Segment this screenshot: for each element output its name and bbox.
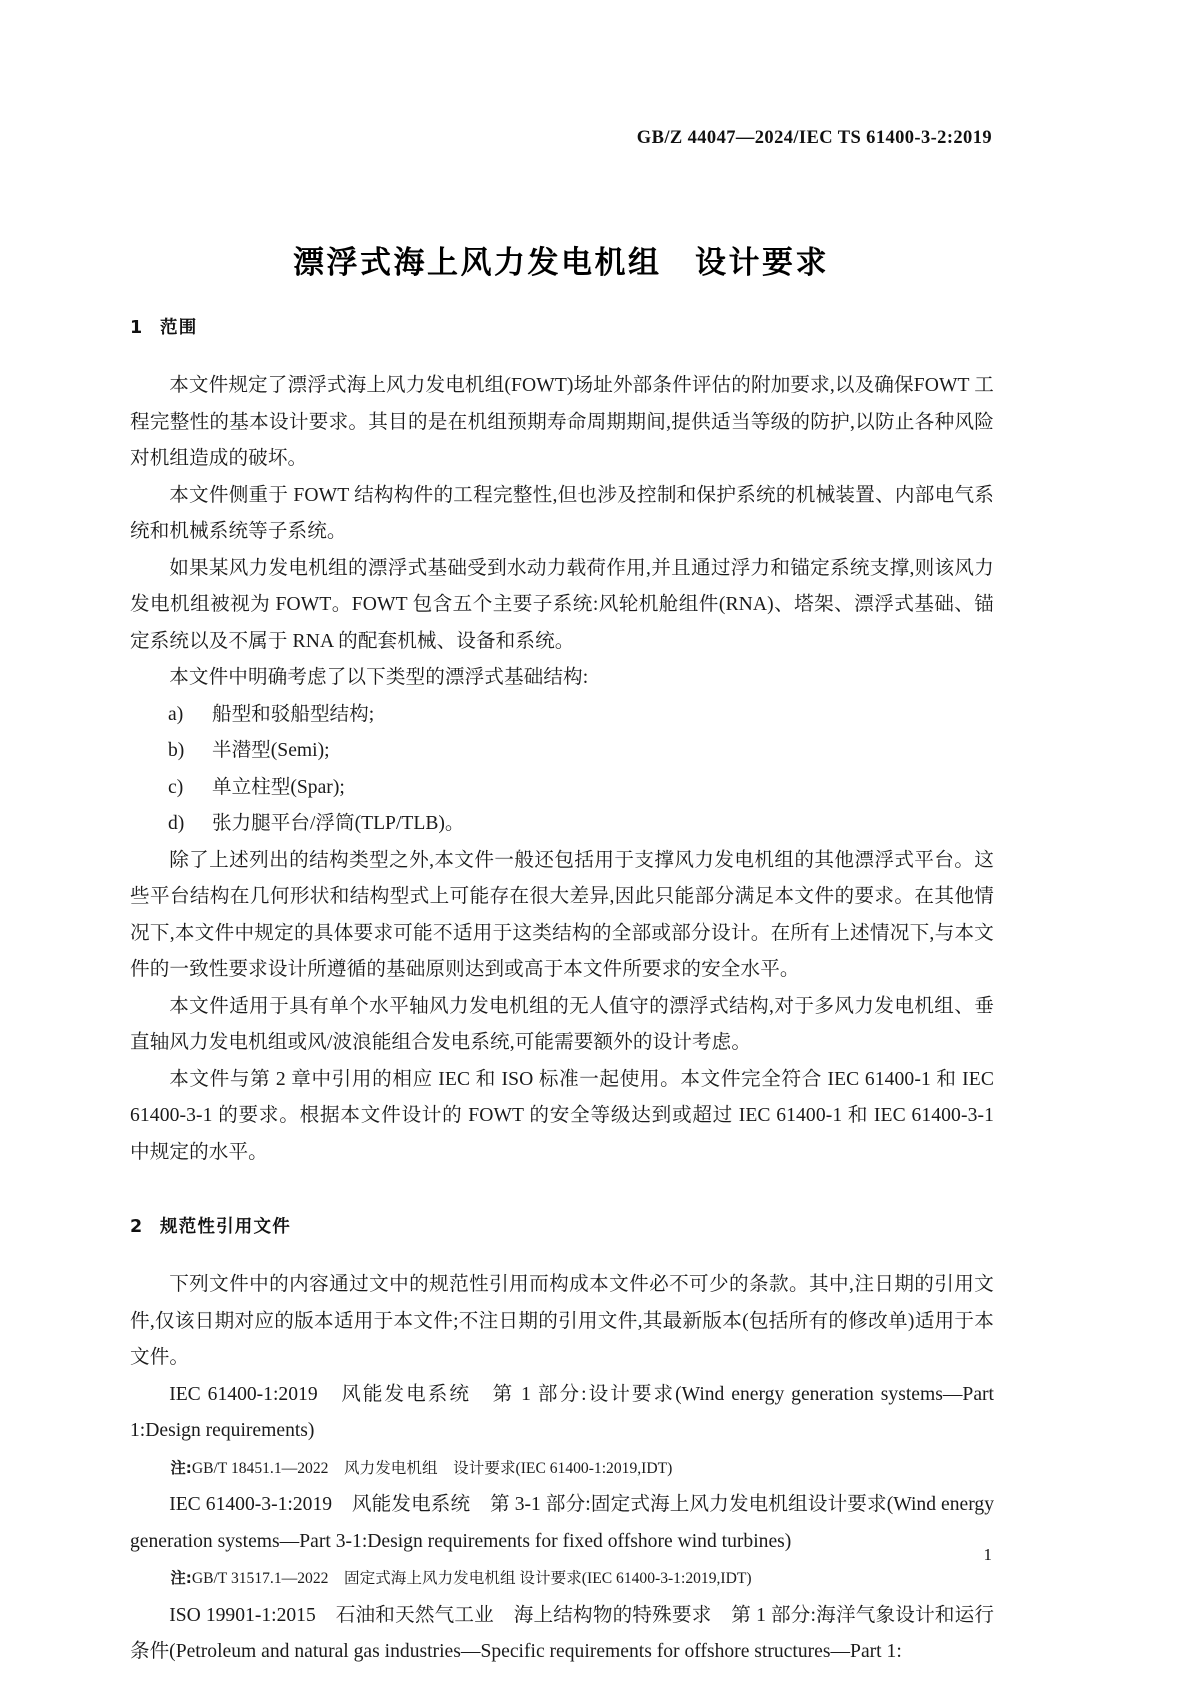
list-foundation-types [130,697,994,843]
list-item-marker: a) [168,703,184,725]
reference-entry: IEC 61400-1:2019 风能发电系统 第 1 部分:设计要求(Wind energy generation systems—Part 1:Design requirements) [130,1383,994,1441]
list-item-marker: d) [168,813,185,834]
paragraph: 本文件中明确考虑了以下类型的漂浮式基础结构: [169,667,589,688]
section-title-1: 范围 [160,318,198,338]
note-text: GB/T 18451.1—2022 风力发电机组 设计要求(IEC 61400-1:2019,IDT) [191,1459,673,1477]
section-title-2: 规范性引用文件 [160,1217,291,1237]
list-item-label: 半潜型(Semi); [212,740,330,761]
list-item-marker: b) [168,740,185,761]
paragraph: 下列文件中的内容通过文中的规范性引用而构成本文件必不可少的条款。其中,注日期的引用文件,仅该日期对应的版本适用于本文件;不注日期的引用文件,其最新版本(包括所有的修改单)适用于本文件。 [130,1274,994,1368]
reference-note [130,1560,994,1598]
reference-note [130,1450,994,1488]
page-title: 漂浮式海上风力发电机组 设计要求 [293,244,829,281]
note-label: 注: [170,1458,192,1477]
paragraph: 本文件适用于具有单个水平轴风力发电机组的无人值守的漂浮式结构,对于多风力发电机组、垂直轴风力发电机组或风/波浪能组合发电系统,可能需要额外的设计考虑。 [130,995,994,1053]
list-item-label: 张力腿平台/浮筒(TLP/TLB)。 [212,813,465,834]
paragraph: 本文件侧重于 FOWT 结构构件的工程完整性,但也涉及控制和保护系统的机械装置、内部电气系统和机械系统等子系统。 [130,484,994,542]
list-item [130,733,994,770]
list-item [130,806,994,843]
note-text: GB/T 31517.1—2022 固定式海上风力发电机组 设计要求(IEC 61400-3-1:2019,IDT) [191,1570,752,1587]
page-number: 1 [983,1545,992,1564]
reference-entry: IEC 61400-3-1:2019 风能发电系统 第 3-1 部分:固定式海上风力发电机组设计要求(Wind energy generation systems—Part 3-1:Design requirements for fixed offshore wind turbines) [130,1494,994,1552]
document-body [130,318,994,1671]
list-item [130,770,994,807]
spacer [130,339,994,368]
list-item-marker: c) [168,776,184,798]
section-heading-1 [130,318,994,339]
paragraph: 如果某风力发电机组的漂浮式基础受到水动力载荷作用,并且通过浮力和锚定系统支撑,则该风力发电机组被视为 FOWT。FOWT 包含五个主要子系统:风轮机舱组件(RNA)、塔架、漂浮式基础、锚定系统以及不属于 RNA 的配套机械、设备和系统。 [130,557,994,652]
list-item [130,697,994,734]
paragraph: 本文件规定了漂浮式海上风力发电机组(FOWT)场址外部条件评估的附加要求,以及确保FOWT 工程完整性的基本设计要求。其目的是在机组预期寿命周期期间,提供适当等级的防护,以防止各种风险对机组造成的破坏。 [130,375,994,469]
list-item-label: 船型和驳船型结构; [212,703,375,725]
section-number-2: 2 [130,1217,144,1237]
spacer [130,1238,994,1267]
note-label: 注: [170,1569,192,1587]
running-header: GB/Z 44047—2024/IEC TS 61400-3-2:2019 [636,128,992,148]
list-item-label: 单立柱型(Spar); [212,776,345,798]
reference-entry: ISO 19901-1:2015 石油和天然气工业 海上结构物的特殊要求 第 1 部分:海洋气象设计和运行条件(Petroleum and natural gas industries—Specific requirements for offshore structures—Part 1: [130,1604,994,1662]
section-heading-2 [130,1217,994,1238]
spacer [130,1171,994,1217]
section-number-1: 1 [130,318,144,338]
paragraph: 本文件与第 2 章中引用的相应 IEC 和 ISO 标准一起使用。本文件完全符合 IEC 61400-1 和 IEC 61400-3-1 的要求。根据本文件设计的 FOWT 的安全等级达到或超过 IEC 61400-1 和 IEC 61400-3-1 中规定的水平。 [130,1068,994,1163]
paragraph: 除了上述列出的结构类型之外,本文件一般还包括用于支撑风力发电机组的其他漂浮式平台。这些平台结构在几何形状和结构型式上可能存在很大差异,因此只能部分满足本文件的要求。在其他情况下,本文件中规定的具体要求可能不适用于这类结构的全部或部分设计。在所有上述情况下,与本文件的一致性要求设计所遵循的基础原则达到或高于本文件所要求的安全水平。 [130,849,994,980]
